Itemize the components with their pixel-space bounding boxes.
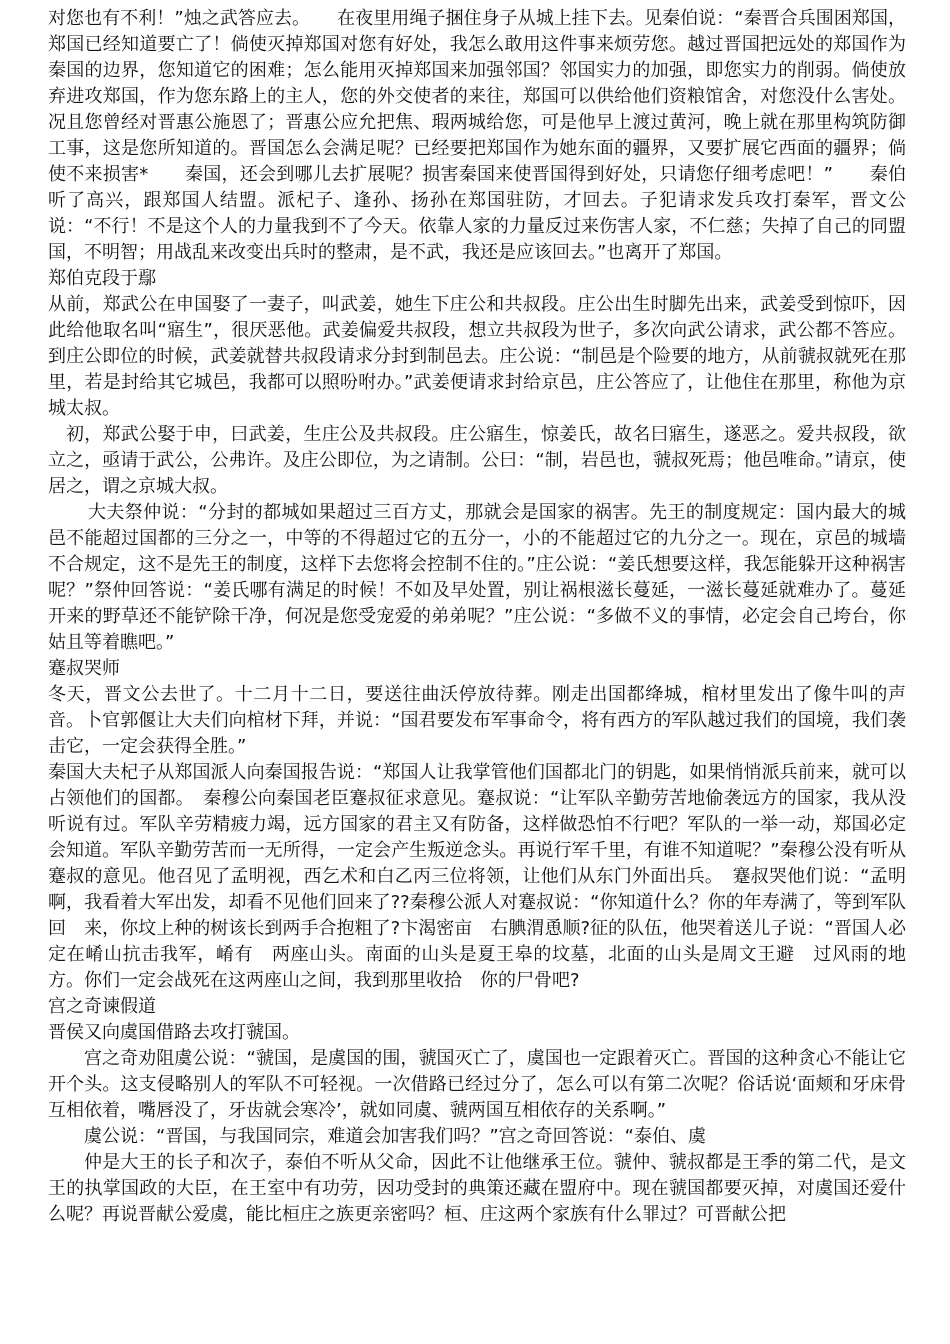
paragraph-gong-zhi-qi-advice: 宫之奇劝阻虞公说：“虢国，是虞国的围，虢国灭亡了，虞国也一定跟着灭亡。晋国的这种贪心不能让它开个头。这支侵略别人的军队不可轻视。一次借路已经过分了，怎么可以有第二次呢？俗话说‘面颊和牙床骨互相依着，嘴唇没了，牙齿就会寒冷’，就如同虞、虢两国互相依存的关系啊。”: [48, 1048, 906, 1121]
paragraph-ji-zhong: 大夫祭仲说：“分封的都城如果超过三百方丈，那就会是国家的祸害。先王的制度规定：国内最大的城邑不能超过国都的三分之一，中等的不得超过它的五分一，小的不能超过它的九分之一。现在，京邑的城墙不合规定，这不是先王的制度，这样下去您将会控制不住的。”庄公说：“姜氏想要这样，我怎能躲开这种祸害呢？”祭仲回答说：“姜氏哪有满足的时候！不如及早处置，别让祸根滋长蔓延，一滋长蔓延就难办了。蔓延开来的野草还不能铲除干净，何况是您受宠爱的弟弟呢？”庄公说：“多做不义的事情，必定会自己垮台，你姑且等着瞧吧。”: [48, 502, 906, 653]
section-title-jian-shu-ku-shi: 蹇叔哭师: [48, 658, 120, 679]
paragraph-qi-zi-report: 秦国大夫杞子从郑国派人向秦国报告说：“郑国人让我掌管他们国都北门的钥匙，如果悄悄派兵前来，就可以占领他们的国都。 秦穆公向秦国老臣蹇叔征求意见。蹇叔说：“让军队辛勤劳苦地偷袭远方的国家，我从没听说有过。军队辛劳精疲力竭，远方国家的君主又有防备，这样做恐怕不行吧？军队的一举一动，郑国必定会知道。军队辛勤劳苦而一无所得，一定会产生叛逆念头。再说行军千里，有谁不知道呢？”秦穆公没有听从蹇叔的意见。他召见了孟明视，西乞术和白乙丙三位将领，让他们从东门外面出兵。 蹇叔哭他们说：“孟明啊，我看着大军出发，却看不见他们回来了??秦穆公派人对蹇叔说：“你知道什么？你的年寿满了，等到军队回 来，你坟上种的树该长到两手合抱粗了?卞渴密亩 右腆渭恿顺?征的队伍，他哭着送儿子说：“晋国人必定在崤山抗击我军，崤有 两座山头。南面的山头是夏王皋的坟墓，北面的山头是周文王避 过风雨的地方。你们一定会战死在这两座山之间，我到那里收拾 你的尸骨吧?: [48, 762, 906, 991]
paragraph-jin-wen-gong-death: 冬天，晋文公去世了。十二月十二日，要送往曲沃停放待葬。刚走出国都绛城，棺材里发出了像牛叫的声音。卜官郭偃让大夫们向棺材下拜，并说：“国君要发布军事命令，将有西方的军队越过我们的国境，我们袭击它，一定会获得全胜。”: [48, 684, 906, 757]
paragraph-zheng-wu-gong-translation: 从前，郑武公在申国娶了一妻子，叫武姜，她生下庄公和共叔段。庄公出生时脚先出来，武姜受到惊吓，因此给他取名叫“寤生”，很厌恶他。武姜偏爱共叔段，想立共叔段为世子，多次向武公请求，武公都不答应。到庄公即位的时候，武姜就替共叔段请求分封到制邑去。庄公说：“制邑是个险要的地方，从前虢叔就死在那里，若是封给其它城邑，我都可以照吩咐办。”武姜便请求封给京邑，庄公答应了，让他住在那里，称他为京城太叔。: [48, 294, 906, 419]
section-title-gong-zhi-qi: 宫之奇谏假道: [48, 996, 156, 1017]
paragraph-tai-bo-yu-zhong: 仲是大王的长子和次子，泰伯不听从父命，因此不让他继承王位。虢仲、虢叔都是王季的第二代，是文王的执掌国政的大臣，在王室中有功劳，因功受封的典策还藏在盟府中。现在虢国都要灭掉，对虞国还爱什么呢？再说晋献公爱虞，能比桓庄之族更亲密吗？桓、庄这两个家族有什么罪过？可晋献公把: [48, 1152, 906, 1225]
paragraph-jin-hou-jia-dao: 晋侯又向虞国借路去攻打虢国。: [48, 1022, 300, 1043]
paragraph-yu-gong-reply: 虞公说：“晋国，与我国同宗，难道会加害我们吗？”宫之奇回答说：“泰伯、虞: [84, 1126, 706, 1147]
section-title-zheng-bo-ke-duan: 郑伯克段于鄢: [48, 268, 156, 289]
paragraph-zhu-zhi-wu: 对您也有不利！”烛之武答应去。 在夜里用绳子捆住身子从城上挂下去。见秦伯说：“秦晋合兵围困郑国，郑国已经知道要亡了！倘使灭掉郑国对您有好处，我怎么敢用这件事来烦劳您。越过晋国把远处的郑国作为秦国的边界，您知道它的困难；怎么能用灭掉郑国来加强邻国？邻国实力的加强，即您实力的削弱。倘使放弃进攻郑国，作为您东路上的主人，您的外交使者的来往，郑国可以供给他们资粮馆舍，对您没什么害处。况且您曾经对晋惠公施恩了；晋惠公应允把焦、瑕两城给您，可是他早上渡过黄河，晚上就在那里构筑防御工事，这是您所知道的。晋国怎么会满足呢？已经要把郑国作为她东面的疆界，又要扩展它西面的疆界；倘使不来损害* 秦国，还会到哪儿去扩展呢？损害秦国来使晋国得到好处，只请您仔细考虑吧！” 秦伯听了高兴，跟郑国人结盟。派杞子、逢孙、扬孙在郑国驻防，才回去。子犯请求发兵攻打秦军，晋文公说：“不行！不是这个人的力量我到不了今天。依靠人家的力量反过来伤害人家，不仁慈；失掉了自己的同盟国，不明智；用战乱来改变出兵时的整肃，是不武，我还是应该回去。”也离开了郑国。: [48, 8, 906, 263]
paragraph-zheng-wu-gong-original: 初，郑武公娶于申，曰武姜，生庄公及共叔段。庄公寤生，惊姜氏，故名曰寤生，遂恶之。爱共叔段，欲立之，亟请于武公，公弗许。及庄公即位，为之请制。公曰：“制，岩邑也，虢叔死焉；他邑唯命。”请京，使居之，谓之京城大叔。: [48, 424, 906, 497]
